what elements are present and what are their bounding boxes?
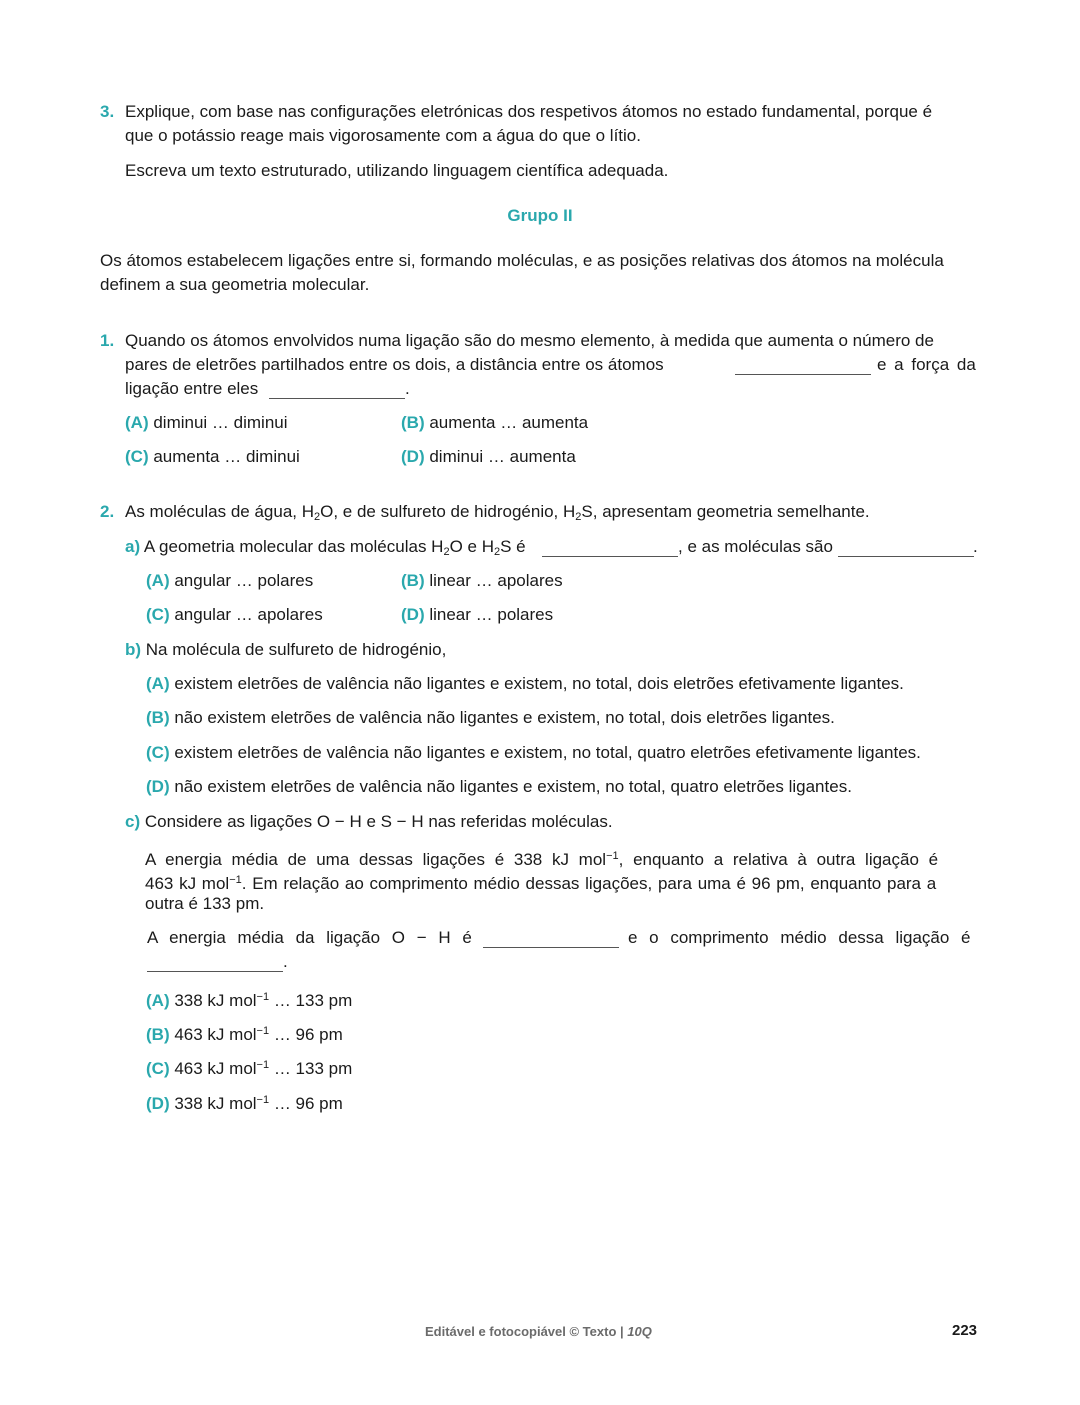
subquestion-a: a) A geometria molecular das moléculas $H_2O$ e $H_2S$ é	[125, 537, 526, 558]
option-text: … 96 pm	[269, 1025, 343, 1044]
option-text: existem eletrões de valência não ligantes e existem, no total, dois eletrões efetivamente ligantes.	[174, 674, 904, 693]
option-text: 338 kJ mol	[174, 1094, 257, 1113]
option-a[interactable]	[146, 672, 904, 696]
question-number: 2.	[100, 502, 115, 521]
answer-blank[interactable]	[542, 542, 678, 557]
option-c[interactable]	[125, 445, 300, 469]
question-instruction: Escreva um texto estruturado, utilizando linguagem científica adequada.	[125, 161, 669, 180]
option-a[interactable]	[125, 411, 288, 435]
option-text: 338 kJ mol	[174, 991, 257, 1010]
group-title: Grupo II	[507, 206, 573, 225]
answer-blank[interactable]	[147, 957, 283, 972]
option-b[interactable]	[401, 569, 563, 593]
option-a[interactable]: (A) 338 kJ mol$^{-1}$ … 133 pm	[146, 991, 353, 1010]
option-letter: (D)	[401, 605, 425, 624]
option-letter: (C)	[146, 1059, 170, 1078]
option-text: diminui … diminui	[153, 413, 288, 432]
question-text: pares de eletrões partilhados entre os dois, a distância entre os átomos	[125, 355, 664, 374]
option-letter: (D)	[401, 447, 425, 466]
option-letter: (B)	[401, 571, 425, 590]
answer-blank[interactable]	[483, 933, 619, 948]
subquestion-b: b) Na molécula de sulfureto de hidrogénio,	[125, 640, 447, 659]
option-text: linear … apolares	[429, 571, 563, 590]
option-text: existem eletrões de valência não ligantes e existem, no total, quatro eletrões efetivamente ligantes.	[174, 743, 921, 762]
option-letter: (B)	[401, 413, 425, 432]
option-text: 463 kJ mol	[174, 1025, 257, 1044]
option-letter: (D)	[146, 777, 170, 796]
question-number: 1.	[100, 331, 115, 350]
question-text: que o potássio reage mais vigorosamente com a água do que o lítio.	[125, 126, 641, 145]
intro-text: definem a sua geometria molecular.	[100, 275, 370, 294]
option-letter: (A)	[146, 571, 170, 590]
option-letter: (B)	[146, 708, 170, 727]
question-text: Explique, com base nas configurações eletrónicas dos respetivos átomos no estado fundamental, porque é	[125, 102, 933, 121]
option-letter: (A)	[146, 674, 170, 693]
option-text: angular … apolares	[174, 605, 323, 624]
option-text: 463 kJ mol	[174, 1059, 257, 1078]
option-text: aumenta … diminui	[153, 447, 300, 466]
option-c[interactable]	[146, 603, 323, 627]
option-letter: (A)	[125, 413, 149, 432]
option-c[interactable]: (C) 463 kJ mol$^{-1}$ … 133 pm	[146, 1059, 353, 1078]
question-text: Quando os átomos envolvidos numa ligação são do mesmo elemento, à medida que aumenta o número de	[125, 331, 934, 350]
page-number: 223	[952, 1322, 978, 1339]
intro-text: Os átomos estabelecem ligações entre si, formando moléculas, e as posições relativas dos átomos na molécula	[100, 251, 944, 270]
option-d[interactable]	[146, 775, 852, 799]
answer-blank[interactable]	[838, 542, 974, 557]
option-letter: (C)	[146, 605, 170, 624]
context-text: A energia média de uma dessas ligações é 338 kJ mol$^{-1}$, enquanto a relativa à outra ligação é	[145, 850, 939, 869]
context-text: 463 kJ mol$^{-1}$. Em relação ao comprimento médio dessas ligações, para uma é 96 pm, enquanto para a	[145, 874, 937, 893]
question-text: ligação entre eles	[125, 379, 259, 398]
option-letter: (C)	[125, 447, 149, 466]
option-text: não existem eletrões de valência não ligantes e existem, no total, dois eletrões ligantes.	[174, 708, 835, 727]
option-text: … 133 pm	[269, 1059, 353, 1078]
context-text: outra é 133 pm.	[145, 894, 265, 913]
option-text: linear … polares	[429, 605, 554, 624]
option-b[interactable]: (B) 463 kJ mol$^{-1}$ … 96 pm	[146, 1025, 343, 1044]
option-text: angular … polares	[174, 571, 314, 590]
option-d[interactable]: (D) 338 kJ mol$^{-1}$ … 96 pm	[146, 1094, 343, 1113]
option-text: … 96 pm	[269, 1094, 343, 1113]
option-a[interactable]	[146, 569, 313, 593]
option-letter: (B)	[146, 1025, 170, 1044]
punctuation: .	[405, 379, 410, 398]
option-b[interactable]	[146, 706, 835, 730]
answer-blank[interactable]	[269, 384, 405, 399]
question-text: e o comprimento médio dessa ligação é	[628, 928, 971, 947]
question-number: 3.	[100, 102, 115, 121]
option-letter: (A)	[146, 991, 170, 1010]
option-letter: (C)	[146, 743, 170, 762]
question-text: As moléculas de água, $H_2O$, e de sulfureto de hidrogénio, $H_2S$, apresentam geometria semelhante.	[125, 502, 870, 523]
footer-copyright: Editável e fotocopiável © Texto | 10Q	[425, 1324, 652, 1339]
punctuation: .	[973, 537, 978, 556]
option-d[interactable]	[401, 603, 553, 627]
option-text: … 133 pm	[269, 991, 353, 1010]
option-c[interactable]	[146, 741, 921, 765]
option-d[interactable]	[401, 445, 576, 469]
question-text: e a força da	[877, 355, 976, 374]
option-text: aumenta … aumenta	[429, 413, 589, 432]
option-text: não existem eletrões de valência não ligantes e existem, no total, quatro eletrões ligantes.	[174, 777, 852, 796]
option-b[interactable]	[401, 411, 588, 435]
answer-blank[interactable]	[735, 360, 871, 375]
question-text: A energia média da ligação O − H é	[147, 928, 472, 947]
option-text: diminui … aumenta	[429, 447, 576, 466]
question-text: , e as moléculas são	[678, 537, 833, 556]
subquestion-c: c) Considere as ligações O − H e S − H nas referidas moléculas.	[125, 812, 613, 831]
punctuation: .	[283, 952, 288, 971]
option-letter: (D)	[146, 1094, 170, 1113]
